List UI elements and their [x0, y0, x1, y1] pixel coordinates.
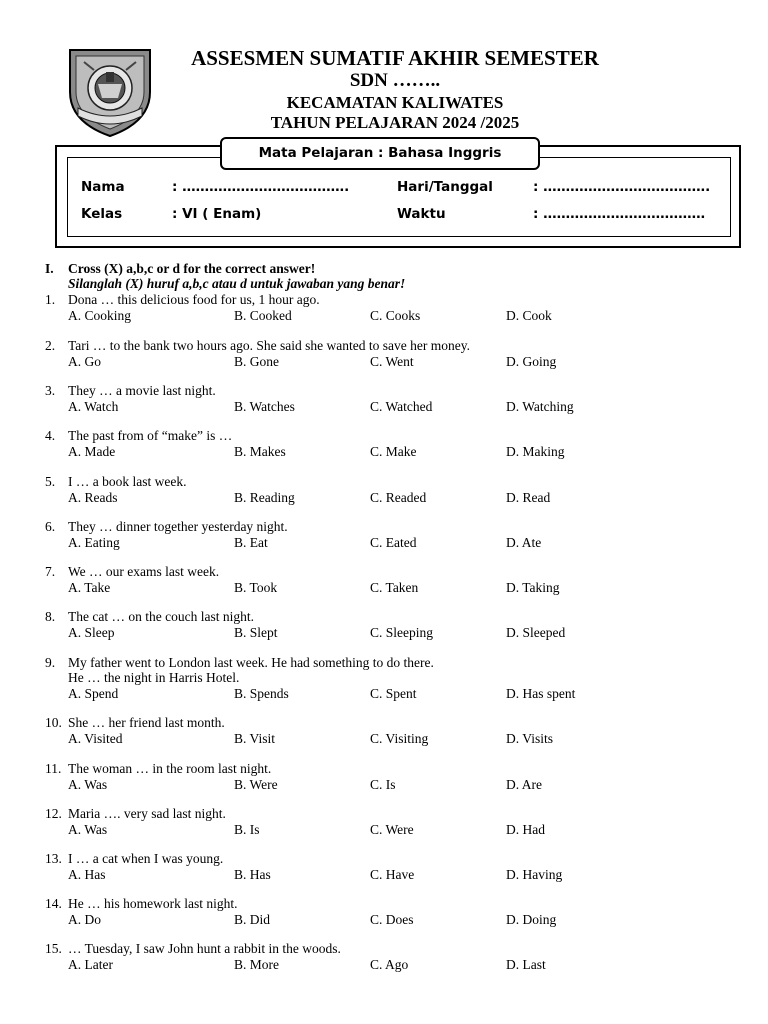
option-b[interactable]: B. Gone — [234, 354, 279, 369]
option-a[interactable]: A. Was — [68, 777, 108, 792]
option-d[interactable]: D. Had — [506, 822, 545, 837]
option-d[interactable]: D. Taking — [506, 580, 560, 595]
option-b[interactable]: B. Slept — [234, 625, 278, 640]
option-c[interactable]: C. Eated — [370, 535, 417, 550]
option-b[interactable]: B. Makes — [234, 444, 286, 459]
nama-field[interactable]: : ………………………………. — [172, 179, 350, 195]
option-d[interactable]: D. Having — [506, 867, 563, 882]
question-number: 15. — [45, 941, 62, 956]
option-c[interactable]: C. Does — [370, 912, 414, 927]
option-c[interactable]: C. Readed — [370, 490, 427, 505]
subject-label: Mata Pelajaran : Bahasa Inggris — [220, 137, 540, 170]
waktu-field[interactable]: : ……………………………… — [533, 206, 706, 222]
regency-emblem-icon — [64, 46, 156, 138]
option-b[interactable]: B. Took — [234, 580, 278, 595]
option-d[interactable]: D. Ate — [506, 535, 542, 550]
option-a[interactable]: A. Eating — [68, 535, 120, 550]
option-d[interactable]: D. Last — [506, 957, 546, 972]
option-c[interactable]: C. Spent — [370, 686, 417, 701]
hari-field[interactable]: : ………………………………. — [533, 179, 711, 195]
question-text: He … his homework last night. — [68, 896, 238, 911]
option-b[interactable]: B. Reading — [234, 490, 295, 505]
option-a[interactable]: A. Later — [68, 957, 113, 972]
waktu-label: Waktu — [397, 206, 446, 222]
question-text: I … a cat when I was young. — [68, 851, 224, 866]
option-a[interactable]: A. Go — [68, 354, 101, 369]
question-text: … Tuesday, I saw John hunt a rabbit in the woods. — [68, 941, 341, 956]
option-a[interactable]: A. Made — [68, 444, 116, 459]
question-number: 14. — [45, 896, 62, 911]
option-b[interactable]: B. More — [234, 957, 279, 972]
option-a[interactable]: A. Sleep — [68, 625, 115, 640]
question-text: My father went to London last week. He had something to do there. — [68, 655, 434, 670]
option-c[interactable]: C. Ago — [370, 957, 409, 972]
option-b[interactable]: B. Eat — [234, 535, 268, 550]
section-title: Cross (X) a,b,c or d for the correct answer! — [68, 261, 316, 276]
question-text: She … her friend last month. — [68, 715, 225, 730]
option-a[interactable]: A. Cooking — [68, 308, 132, 323]
question-text-continued: He … the night in Harris Hotel. — [68, 670, 240, 685]
question-text: The past from of “make” is … — [68, 428, 233, 443]
question-number: 10. — [45, 715, 62, 730]
option-a[interactable]: A. Has — [68, 867, 106, 882]
question-number: 7. — [45, 564, 56, 579]
option-a[interactable]: A. Reads — [68, 490, 118, 505]
option-a[interactable]: A. Take — [68, 580, 111, 595]
question-number: 6. — [45, 519, 56, 534]
question-text: Maria …. very sad last night. — [68, 806, 226, 821]
question-text: They … a movie last night. — [68, 383, 216, 398]
option-b[interactable]: B. Has — [234, 867, 271, 882]
question-number: 3. — [45, 383, 56, 398]
option-b[interactable]: B. Is — [234, 822, 260, 837]
question-text: They … dinner together yesterday night. — [68, 519, 288, 534]
question-number: 13. — [45, 851, 62, 866]
option-b[interactable]: B. Spends — [234, 686, 289, 701]
question-text: We … our exams last week. — [68, 564, 220, 579]
option-d[interactable]: D. Visits — [506, 731, 553, 746]
option-d[interactable]: D. Watching — [506, 399, 574, 414]
option-c[interactable]: C. Taken — [370, 580, 419, 595]
question-number: 1. — [45, 292, 56, 307]
option-d[interactable]: D. Making — [506, 444, 565, 459]
option-c[interactable]: C. Sleeping — [370, 625, 433, 640]
header-district: KECAMATAN KALIWATES — [286, 93, 504, 112]
hari-label: Hari/Tanggal — [397, 179, 493, 195]
question-number: 9. — [45, 655, 56, 670]
option-a[interactable]: A. Was — [68, 822, 108, 837]
question-number: 8. — [45, 609, 56, 624]
option-d[interactable]: D. Cook — [506, 308, 552, 323]
option-c[interactable]: C. Make — [370, 444, 417, 459]
header-year: TAHUN PELAJARAN 2024 /2025 — [270, 113, 520, 132]
header-school: SDN …….. — [349, 70, 441, 91]
option-c[interactable]: C. Went — [370, 354, 414, 369]
option-a[interactable]: A. Visited — [68, 731, 123, 746]
option-a[interactable]: A. Do — [68, 912, 101, 927]
option-d[interactable]: D. Sleeped — [506, 625, 566, 640]
header-title: ASSESMEN SUMATIF AKHIR SEMESTER — [191, 46, 599, 70]
question-text: The cat … on the couch last night. — [68, 609, 254, 624]
option-a[interactable]: A. Watch — [68, 399, 119, 414]
option-b[interactable]: B. Cooked — [234, 308, 292, 323]
option-a[interactable]: A. Spend — [68, 686, 119, 701]
question-number: 12. — [45, 806, 62, 821]
question-text: I … a book last week. — [68, 474, 187, 489]
option-c[interactable]: C. Is — [370, 777, 396, 792]
option-b[interactable]: B. Were — [234, 777, 278, 792]
nama-label: Nama — [81, 179, 125, 195]
option-d[interactable]: D. Read — [506, 490, 551, 505]
kelas-label: Kelas — [81, 206, 123, 222]
option-d[interactable]: D. Doing — [506, 912, 557, 927]
option-c[interactable]: C. Watched — [370, 399, 433, 414]
question-number: 4. — [45, 428, 56, 443]
option-c[interactable]: C. Have — [370, 867, 415, 882]
question-number: 2. — [45, 338, 56, 353]
section-heading — [45, 261, 316, 276]
option-d[interactable]: D. Are — [506, 777, 542, 792]
section-subtitle: Silanglah (X) huruf a,b,c atau d untuk jawaban yang benar! — [68, 276, 406, 291]
option-b[interactable]: B. Visit — [234, 731, 275, 746]
option-b[interactable]: B. Did — [234, 912, 271, 927]
option-d[interactable]: D. Has spent — [506, 686, 576, 701]
question-number: 5. — [45, 474, 56, 489]
question-text: Dona … this delicious food for us, 1 hour ago. — [68, 292, 320, 307]
option-b[interactable]: B. Watches — [234, 399, 295, 414]
question-text: Tari … to the bank two hours ago. She said she wanted to save her money. — [68, 338, 470, 353]
option-c[interactable]: C. Were — [370, 822, 414, 837]
option-d[interactable]: D. Going — [506, 354, 557, 369]
question-number: 11. — [45, 761, 62, 776]
question-text: The woman … in the room last night. — [68, 761, 272, 776]
kelas-value: : VI ( Enam) — [172, 206, 262, 222]
option-c[interactable]: C. Visiting — [370, 731, 429, 746]
section-number: I. — [45, 261, 54, 276]
option-c[interactable]: C. Cooks — [370, 308, 421, 323]
